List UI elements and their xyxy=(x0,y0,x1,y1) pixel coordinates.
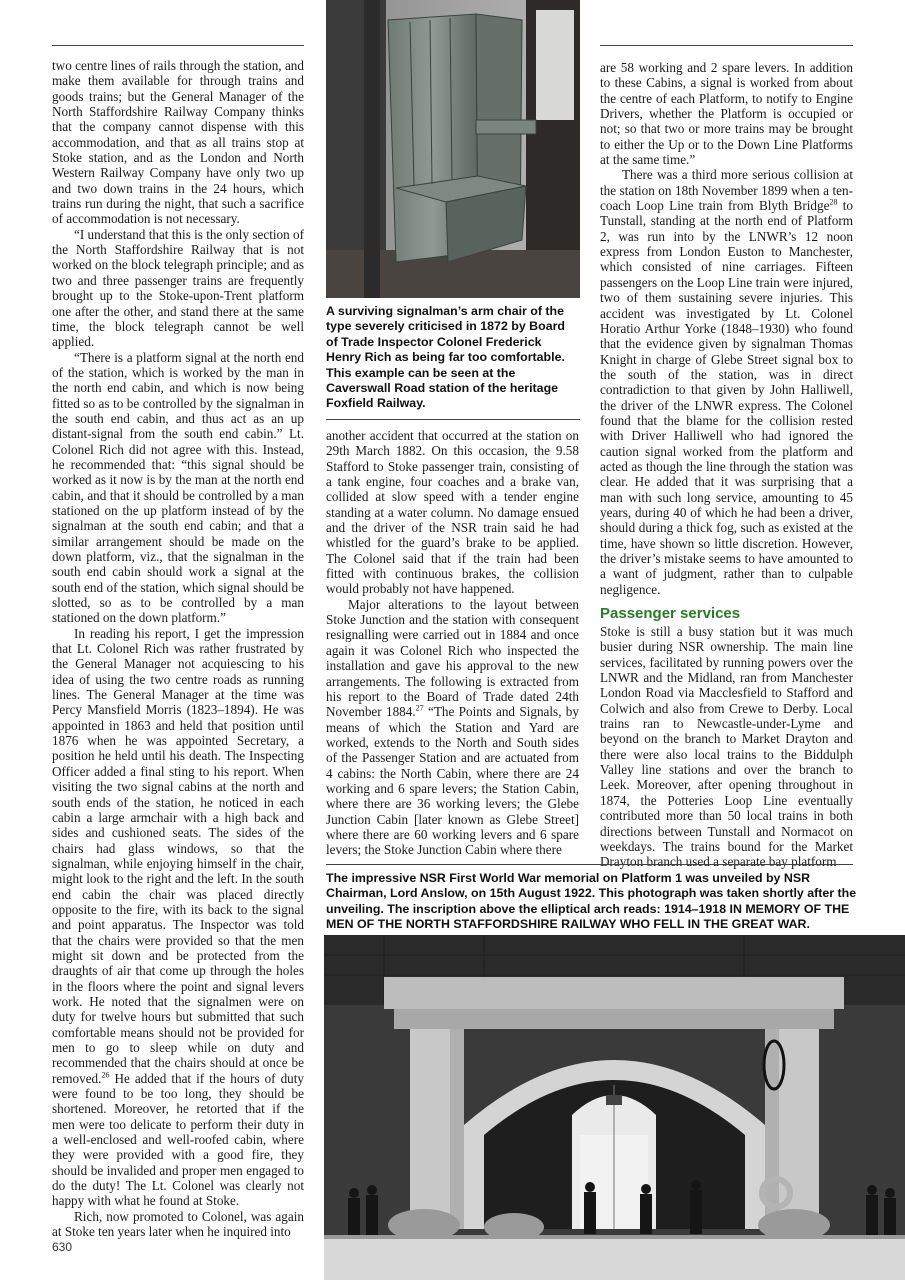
column-3 xyxy=(600,60,853,870)
footnote-ref: 28 xyxy=(829,197,838,207)
memorial-caption-rule xyxy=(326,864,853,865)
chair-caption: A surviving signalman’s arm chair of the type severely criticised in 1872 by Board of Trade Inspector Colonel Frederick Henry Rich as being far too comfortable. This example can be seen at the Caverswall Road station of the heritage Foxfield Railway. xyxy=(326,304,565,411)
col3-paragraph-text: There was a third more serious collision at the station on 18th November 1899 when a ten-coach Loop Line train from Blyth Bridge xyxy=(600,167,853,214)
col3-paragraph-text: to Tunstall, standing at the north end of Platform 2, was run into by the LNWR’s 12 noon express from London Euston to Manchester, which consisted of nine carriages. Fifteen passengers on the Loop Line train were injured, two of them sustaining severe injuries. This accident was investigated by Lt. Colonel Horatio Arthur Yorke (1848–1930) who found that the evidence given by signalman Thomas Knight in charge of Glebe Street signal box to the south of the station, was in direct contradiction to that given by John Halliwell, the driver of the LNWR express. The Colonel found that the blame for the collision rested with Driver Halliwell who had ignored the caution signal worked from the platform and acted as though the line through the station was clear. He added that it was surprising that a man with such long service, amounting to 45 years, during 40 of which he had been a driver, should during a thick fog, such as existed at the time, have shown so little discretion. However, the driver’s mistake seems to have amounted to a want of judgment, rather than to culpable negligence. xyxy=(600,198,853,597)
footnote-ref: 26 xyxy=(101,1070,110,1080)
col1-paragraph-text: In reading his report, I get the impression that Lt. Colonel Rich was rather frustrated by the General Manager not acquiescing to his idea of using the two centre roads as running lines. The General Manager at the time was Percy Mansfield Morris (1823–1894). He was appointed in 1863 and held that position until 1876 when he was appointed Secretary, a position he held until his death. The Inspecting Officer added a final sting to his report. When visiting the two signal cabins at the north and south ends of the station, he noticed in each cabin a large armchair with a high back and sides and cushioned seats. The sides of the chairs had glass windows, so that the signalman, while enjoying himself in the chair, might look to the right and the left. In the south end cabin the chair was placed directly opposite to the fire, with its back to the signal and point apparatus. The Inspector was told that the chairs were provided so that the men might sit down and be protected from the draughts of air that come up through the holes in the floors where the point and signal levers work. He noted that the signalmen were on duty for twelve hours but submitted that such comfortable means should not be provided for men to go to sleep while on duty and recommended that the chairs should at once be removed. xyxy=(52,625,304,1086)
col1-paragraph: two centre lines of rails through the station, and make them available for through trains and goods trains; but the General Manager of the North Staffordshire Railway Company thinks that the company cannot dispense with this accommodation, and that as all trains stop at Stoke station, and as the London and North Western Railway Company have only two up and two down trains in the 24 hours, which trains run during the night, that such a sacrifice of accommodation is not necessary. xyxy=(52,58,304,227)
top-rule-right xyxy=(600,45,853,46)
col1-paragraph-text: He added that if the hours of duty were found to be too long, they should be shortened. Moreover, he retorted that if the men were too delicate to perform their duty in a well-enclosed and well-roofed cabin, where they were provided with a good fire, they should be invalided and proper men engaged to do the duty! The Lt. Colonel was clearly not happy with what he found at Stoke. xyxy=(52,1070,305,1209)
memorial-illustration xyxy=(324,935,905,1280)
col3-paragraph: are 58 working and 2 spare levers. In addition to these Cabins, a signal is worked from about the centre of each Platform, to notify to Engine Drivers, whether the Platform is occupied or not; so that two or more trains may be brought to either the Up or to the Down Line Platforms at the same time.” xyxy=(600,60,853,168)
col3-paragraph: Stoke is still a busy station but it was much busier during NSR ownership. The main line services, facilitated by running powers over the LNWR and the Midland, ran from Manchester London Road via Macclesfield to Stafford and Colwich and also from Crewe to Derby. Local trains ran to Newcastle-under-Lyme and beyond on the branch to Market Drayton and there were also local trains to the Biddulph Valley line stations and over the branch to Leek. Moreover, after opening throughout in 1874, the Potteries Loop Line eventually contributed more than 50 local trains in both directions between Tunstall and Normacot on weekdays. The trains bound for the Market Drayton branch used a separate bay platform xyxy=(600,624,853,870)
page-number: 630 xyxy=(52,1240,73,1254)
signalman-chair-photo xyxy=(326,0,580,298)
col2-paragraph-text: Major alterations to the layout between Stoke Junction and the station with consequent resignalling were carried out in 1884 and once again it was Colonel Rich who inspected the installation and gave his approval to the new arrangements. The following is extracted from his report to the Board of Trade dated 24th November 1884. xyxy=(326,596,579,720)
col2-paragraph xyxy=(326,597,579,858)
caption-rule xyxy=(326,419,580,420)
war-memorial-photo xyxy=(324,935,905,1280)
memorial-caption: The impressive NSR First World War memorial on Platform 1 was unveiled by NSR Chairman, Lord Anslow, on 15th August 1922. This photograph was taken shortly after the unveiling. The inscription above the elliptical arch reads: 1914–1918 IN MEMORY OF THE MEN OF THE NORTH STAFFORDSHIRE RAILWAY WHO FELL IN THE GREAT WAR. xyxy=(326,871,857,932)
col2-paragraph: another accident that occurred at the station on 29th March 1882. On this occasion, the 9.58 Stafford to Stoke passenger train, consisting of a tank engine, four coaches and a brake van, collided at slow speed with a tender engine standing at a water column. No damage ensued and the driver of the NSR train said he had whistled for the guard’s brake to be applied. The Colonel said that if the train had been fitted with continuous brakes, the collision would probably not have happened. xyxy=(326,428,579,597)
col3-paragraph xyxy=(600,167,853,597)
section-heading: Passenger services xyxy=(600,605,741,623)
top-rule-left xyxy=(52,45,304,46)
col1-paragraph: Rich, now promoted to Colonel, was again at Stoke ten years later when he inquired into xyxy=(52,1208,304,1240)
col1-paragraph: “I understand that this is the only section of the North Staffordshire Railway that is not worked on the block telegraph principle; and as two and three passenger trains are frequently brought up to the Stoke-upon-Trent platform one after the other, and stand there at the same time, the block telegraph cannot be well applied. xyxy=(52,226,305,350)
chair-illustration xyxy=(326,0,580,298)
column-2 xyxy=(326,428,579,858)
col1-paragraph xyxy=(52,626,304,1209)
col1-paragraph: “There is a platform signal at the north end of the station, which is worked by the man in the north end cabin, and which is now being fitted so as to be controlled by the signalman in the south end cabin, and thus act as an up distant-signal from the south end cabin.” Lt. Colonel Rich did not agree with this. Instead, he recommended that: “this signal should be worked as it now is by the man at the north end cabin, and that it should be controlled by a man stationed on the up platform instead of by the signalman at the south end cabin; and that a similar arrangement should be made on the down platform, viz., that the signalman in the south end cabin should work a signal at the south end of the station, which signal should be slotted, so as to be controlled by a man stationed on the down platform.” xyxy=(52,349,304,626)
column-1 xyxy=(52,58,304,1239)
col2-paragraph-text: “The Points and Signals, by means of which the Station and Yard are worked, extends to the North and South sides of the Passenger Station and are actuated from 4 cabins: the North Cabin, where there are 24 working and 6 spare levers; the Station Cabin, where there are 36 working levers; the Glebe Junction Cabin [later known as Glebe Street] where there are 60 working levers and 6 spare levers; the Stoke Junction Cabin where there xyxy=(326,704,579,858)
footnote-ref: 27 xyxy=(415,703,424,713)
